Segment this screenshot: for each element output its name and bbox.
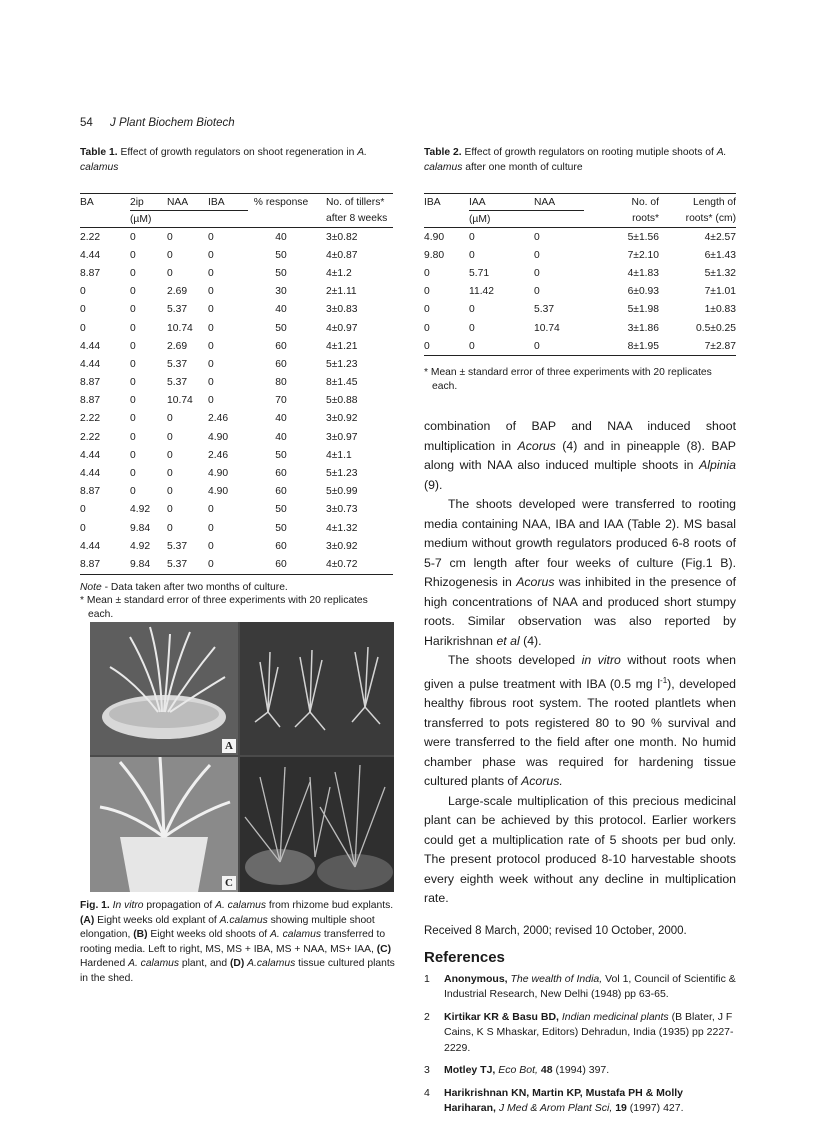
- table-cell: 0: [167, 486, 173, 498]
- table-cell: 0: [130, 286, 136, 298]
- table-cell: 5.37: [167, 377, 188, 389]
- references-heading: References: [424, 948, 505, 966]
- table-cell: 0: [208, 286, 214, 298]
- caption-fragment: (A): [80, 914, 95, 926]
- table-cell: 0: [130, 449, 136, 461]
- table1: [80, 193, 393, 575]
- t1-col-response: % response: [253, 196, 309, 208]
- table-cell: 0: [534, 267, 540, 279]
- table-cell: 4.90: [208, 431, 229, 443]
- reference-text: Anonymous, The wealth of India, Vol 1, Council of Scientific & Industrial Research, New Delhi (1948) pp 63-65.: [444, 972, 736, 1001]
- table-cell: 60: [275, 358, 287, 370]
- table-row: [424, 337, 736, 356]
- table-cell: 50: [275, 267, 287, 279]
- table-cell: 3±0.82: [326, 231, 358, 243]
- table-row: [424, 228, 736, 247]
- panel-c-photo: [90, 757, 238, 892]
- rooting-shoots-image: [240, 622, 394, 755]
- table-row: [80, 283, 393, 301]
- table-row: [80, 374, 393, 392]
- table-cell: 5±1.98: [627, 304, 659, 316]
- explant-image: [90, 622, 238, 755]
- hardened-plant-image: [90, 757, 238, 892]
- table-cell: 0: [167, 267, 173, 279]
- table-cell: 0: [208, 558, 214, 570]
- t1-col-ba: BA: [80, 196, 94, 208]
- table-row: [80, 355, 393, 373]
- table-cell: 4±1.32: [326, 522, 358, 534]
- table-cell: 2.69: [167, 340, 188, 352]
- table-cell: 4±0.87: [326, 249, 358, 261]
- table-cell: 5.71: [469, 267, 490, 279]
- body-text: [424, 417, 736, 909]
- table-cell: 7±2.10: [627, 249, 659, 261]
- table-cell: 4.44: [80, 358, 101, 370]
- table-row: [424, 301, 736, 319]
- table-cell: 2.46: [208, 413, 229, 425]
- table2: [424, 193, 736, 356]
- table-cell: 0: [167, 468, 173, 480]
- reference-number: 1: [424, 972, 430, 985]
- page-header: [80, 117, 235, 129]
- table-cell: 8±1.45: [326, 377, 358, 389]
- table-cell: 3±1.86: [627, 322, 659, 334]
- table-cell: 3±0.73: [326, 504, 358, 516]
- reference-item: [424, 1063, 736, 1079]
- table-row: [80, 446, 393, 464]
- table-cell: 0: [208, 395, 214, 407]
- table-row: [80, 464, 393, 482]
- t2-col-iba: IBA: [424, 196, 441, 208]
- table-cell: 0: [208, 304, 214, 316]
- table-cell: 0: [469, 304, 475, 316]
- table-cell: 0: [208, 504, 214, 516]
- table-cell: 5.37: [167, 304, 188, 316]
- table-cell: 0: [469, 322, 475, 334]
- table-cell: 8.87: [80, 558, 101, 570]
- paragraph-4: Large-scale multiplication of this precious medicinal plant can be achieved by this protocol. Earlier workers could get a multiplication rate of 5 shoots per bud only. The present protocol produced 8-10 harvestable shoots every eighth week without any decline in multiplication rate.: [424, 793, 736, 906]
- caption-fragment: Eight weeks old explant of: [94, 914, 220, 926]
- table1-caption: Table 1. Effect of growth regulators on shoot regeneration in A. calamus: [80, 147, 367, 173]
- caption-fragment: (B): [133, 929, 148, 940]
- table-cell: 0: [130, 340, 136, 352]
- panel-label-a: A: [222, 739, 236, 753]
- table-cell: 4±2.57: [704, 231, 736, 243]
- table-cell: 60: [275, 486, 287, 498]
- table-cell: 0: [130, 304, 136, 316]
- table-row: [80, 410, 393, 428]
- reference-text: Kirtikar KR & Basu BD, Indian medicinal plants (B Blater, J F Cains, K S Mhaskar, Editors) Dehradun, India (1935) pp 2227-2229.: [444, 1010, 734, 1054]
- table-cell: 0: [208, 540, 214, 552]
- t2-col-naa: NAA: [534, 196, 556, 208]
- table-cell: 5.37: [534, 304, 555, 316]
- table-cell: 50: [275, 322, 287, 334]
- paragraph-1: combination of BAP and NAA induced shoot multiplication in Acorus (4) and in pineapple (8). BAP along with NAA also induced multiple shoots in Alpinia (9).: [424, 419, 736, 492]
- table-cell: 0: [80, 522, 86, 534]
- table-cell: 0: [208, 231, 214, 243]
- table-row: [80, 392, 393, 410]
- caption-fragment: plant, and: [179, 958, 230, 969]
- t1-col-iba: IBA: [208, 196, 225, 208]
- table-cell: 0.5±0.25: [695, 322, 736, 334]
- caption-fragment: A.calamus: [247, 958, 296, 969]
- table-cell: 4.44: [80, 249, 101, 261]
- table-cell: 2±1.11: [326, 286, 357, 298]
- table-cell: 4.44: [80, 449, 101, 461]
- t2-len-sub: roots* (cm): [685, 213, 736, 225]
- caption-fragment: showing multiple shoot elongation,: [80, 914, 375, 940]
- table-cell: 4.92: [130, 540, 151, 552]
- table-cell: 4.90: [208, 468, 229, 480]
- table-cell: 0: [167, 231, 173, 243]
- table-row: [80, 337, 393, 355]
- t2-col-no-roots: No. of: [631, 196, 659, 208]
- table-cell: 0: [130, 431, 136, 443]
- table-cell: 0: [534, 340, 540, 352]
- table-cell: 60: [275, 468, 287, 480]
- table-row: [80, 555, 393, 574]
- table-cell: 2.22: [80, 231, 101, 243]
- caption-fragment: A. calamus: [270, 929, 321, 940]
- table-cell: 11.42: [469, 286, 495, 298]
- table-cell: 8.87: [80, 486, 101, 498]
- table-cell: 5±0.88: [326, 395, 358, 407]
- table-cell: 3±0.92: [326, 540, 358, 552]
- table-cell: 70: [275, 395, 287, 407]
- t2-col-length: Length of: [693, 196, 736, 208]
- reference-number: 4: [424, 1086, 430, 1099]
- table-cell: 0: [167, 522, 173, 534]
- table-cell: 60: [275, 340, 287, 352]
- table-cell: 40: [275, 431, 287, 443]
- t2-col-iaa: IAA: [469, 196, 486, 208]
- table-row: [80, 301, 393, 319]
- table-row: [424, 264, 736, 282]
- reference-text: Harikrishnan KN, Martin KP, Mustafa PH & Molly Hariharan, J Med & Arom Plant Sci, 19 (1997) 427.: [444, 1086, 684, 1115]
- table-cell: 0: [130, 468, 136, 480]
- table-cell: 0: [80, 286, 86, 298]
- table-cell: 4.90: [424, 231, 445, 243]
- table-cell: 0: [208, 322, 214, 334]
- table-cell: 2.22: [80, 431, 101, 443]
- table-cell: 6±1.43: [704, 249, 736, 261]
- table-cell: 60: [275, 540, 287, 552]
- table1-footnote: * Mean ± standard error of three experiments with 20 replicates each.: [80, 595, 368, 620]
- table-cell: 9.80: [424, 249, 445, 261]
- panel-a-photo: [90, 622, 238, 755]
- table-cell: 4.90: [208, 486, 229, 498]
- table-cell: 0: [534, 249, 540, 261]
- table-cell: 0: [424, 286, 430, 298]
- t2-no-sub: roots*: [632, 213, 659, 225]
- table-cell: 0: [167, 449, 173, 461]
- table-cell: 0: [80, 322, 86, 334]
- table-cell: 6±0.93: [627, 286, 659, 298]
- table-cell: 5.37: [167, 540, 188, 552]
- table-cell: 0: [130, 358, 136, 370]
- table-row: [424, 246, 736, 264]
- panel-d-photo: [240, 757, 394, 892]
- table-cell: 0: [130, 231, 136, 243]
- table-cell: 0: [424, 267, 430, 279]
- caption-fragment: Eight weeks old shoots of: [147, 929, 271, 940]
- table-row: [80, 537, 393, 555]
- references-list: [424, 972, 736, 1117]
- table2-caption: Table 2. Effect of growth regulators on rooting mutiple shoots of A. calamus after one month of culture: [424, 147, 727, 173]
- received-date: Received 8 March, 2000; revised 10 October, 2000.: [424, 924, 687, 937]
- caption-fragment: tissue cultured plants in the shed.: [80, 958, 395, 984]
- reference-text: Motley TJ, Eco Bot, 48 (1994) 397.: [444, 1064, 610, 1077]
- caption-fragment: A. calamus: [215, 900, 267, 911]
- table-cell: 0: [469, 340, 475, 352]
- reference-number: 3: [424, 1064, 430, 1077]
- table-cell: 0: [130, 322, 136, 334]
- table-cell: 2.46: [208, 449, 229, 461]
- table-row: [424, 319, 736, 337]
- table-cell: 10.74: [167, 322, 193, 334]
- table-cell: 0: [130, 395, 136, 407]
- table-cell: 3±0.92: [326, 413, 358, 425]
- table-cell: 4±1.2: [326, 267, 352, 279]
- table-cell: 0: [469, 249, 475, 261]
- panel-label-c: C: [222, 876, 236, 890]
- table-cell: 0: [424, 304, 430, 316]
- table1-note: Note - Data taken after two months of culture. * Mean ± standard error of three experiments with 20 replicates each.: [80, 581, 393, 622]
- table-row: [424, 283, 736, 301]
- table-cell: 8±1.95: [627, 340, 659, 352]
- journal-name: J Plant Biochem Biotech: [110, 117, 235, 129]
- table-cell: 8.87: [80, 395, 101, 407]
- table-cell: 7±2.87: [704, 340, 736, 352]
- table-cell: 8.87: [80, 267, 101, 279]
- table-cell: 2.69: [167, 286, 188, 298]
- table-cell: 0: [208, 377, 214, 389]
- table-cell: 3±0.83: [326, 304, 358, 316]
- caption-fragment: from rhizome bud explants.: [266, 900, 394, 911]
- table-cell: 5±0.99: [326, 486, 358, 498]
- table-row: [80, 501, 393, 519]
- caption-fragment: Hardened: [80, 958, 129, 969]
- table-cell: 4.44: [80, 340, 101, 352]
- table-cell: 50: [275, 504, 287, 516]
- table-cell: 4±0.72: [326, 558, 358, 570]
- figure-1-caption: Fig. 1. In vitro propagation of A. calamus from rhizome bud explants. (A) Eight weeks old explant of A.calamus showing multiple shoot elongation, (B) Eight weeks old shoots of A. calamus transferred to rooting media. Left to right, MS, MS + IBA, MS + NAA, MS+ IAA, (C) Hardened A. calamus plant, and (D) A.calamus tissue cultured plants in the shed.: [80, 900, 395, 984]
- table-cell: 0: [167, 504, 173, 516]
- table-cell: 40: [275, 413, 287, 425]
- caption-fragment: transferred to rooting media. Left to right, MS, MS + IBA, MS + NAA, MS+ IAA,: [80, 929, 386, 955]
- table-cell: 0: [130, 249, 136, 261]
- table-cell: 50: [275, 522, 287, 534]
- table-cell: 0: [208, 358, 214, 370]
- table-cell: 4±1.83: [627, 267, 659, 279]
- table-cell: 10.74: [167, 395, 193, 407]
- table-cell: 5.37: [167, 558, 188, 570]
- t2-unit: (µM): [469, 211, 584, 228]
- right-column: [424, 146, 736, 1124]
- caption-fragment: In vitro: [112, 900, 144, 911]
- table-cell: 5±1.32: [704, 267, 736, 279]
- table-row: [80, 264, 393, 282]
- table-cell: 0: [208, 522, 214, 534]
- left-column: [80, 146, 393, 621]
- table-cell: 4±0.97: [326, 322, 358, 334]
- table-cell: 80: [275, 377, 287, 389]
- table-cell: 5±1.56: [627, 231, 659, 243]
- table-cell: 7±1.01: [704, 286, 736, 298]
- reference-number: 2: [424, 1010, 430, 1023]
- table-cell: 0: [208, 249, 214, 261]
- table-cell: 0: [534, 286, 540, 298]
- table-cell: 1±0.83: [704, 304, 736, 316]
- table-cell: 40: [275, 304, 287, 316]
- table-cell: 0: [208, 340, 214, 352]
- table-cell: 9.84: [130, 522, 151, 534]
- table-cell: 4±1.21: [326, 340, 358, 352]
- table-cell: 4±1.1: [326, 449, 352, 461]
- figure-1-plate: [90, 622, 394, 892]
- caption-fragment: (C): [376, 943, 392, 955]
- table-cell: 0: [130, 486, 136, 498]
- paragraph-3: The shoots developed in vitro without roots when given a pulse treatment with IBA (0.5 mg $l^{-1}$), developed healthy fibrous root system. The rooted plantlets when transferred to pots registered 80 to 90 % survival and were transferred to the field after one month. No humid chamber phase was required for hardening tissue cultured plants of Acorus.: [424, 653, 737, 789]
- table2-footnote: * Mean ± standard error of three experiments with 20 replicates each.: [424, 367, 712, 392]
- table-cell: 30: [275, 286, 287, 298]
- table-cell: 4.44: [80, 540, 101, 552]
- table-cell: 5±1.23: [326, 358, 358, 370]
- table-cell: 0: [167, 249, 173, 261]
- table-cell: 5.37: [167, 358, 188, 370]
- table-cell: 0: [167, 431, 173, 443]
- table-cell: 60: [275, 558, 287, 570]
- table-cell: 40: [275, 231, 287, 243]
- t1-col-tillers: No. of tillers*: [326, 196, 385, 208]
- table-cell: 8.87: [80, 377, 101, 389]
- t1-col-naa: NAA: [167, 196, 189, 208]
- caption-fragment: (D): [229, 958, 245, 969]
- table-cell: 0: [130, 377, 136, 389]
- table-row: [80, 246, 393, 264]
- table-cell: 9.84: [130, 558, 151, 570]
- table-row: [80, 428, 393, 446]
- caption-fragment: propagation of: [143, 900, 216, 911]
- table-cell: 0: [80, 304, 86, 316]
- table-cell: 4.92: [130, 504, 151, 516]
- page-number: 54: [80, 117, 93, 129]
- table-cell: 2.22: [80, 413, 101, 425]
- reference-item: [424, 1010, 736, 1057]
- table-cell: 0: [80, 504, 86, 516]
- table-row: [80, 319, 393, 337]
- table-cell: 4.44: [80, 468, 101, 480]
- table-row: [80, 519, 393, 537]
- reference-item: [424, 1086, 736, 1117]
- t1-col-2ip: 2ip: [130, 196, 144, 208]
- shed-plants-image: [240, 757, 394, 892]
- table-cell: 0: [469, 231, 475, 243]
- table-cell: 0: [534, 231, 540, 243]
- table-cell: 0: [424, 340, 430, 352]
- table-row: [80, 228, 393, 247]
- paragraph-2: The shoots developed were transferred to rooting media containing NAA, IBA and IAA (Table 2). MS basal medium without growth regulators produced 6-8 roots of 5-7 cm length after four weeks of culture (Fig.1 B). Rhizogenesis in Acorus was inhibited in the presence of high concentrations of NAA and produced short stumpy roots. Similar observation was also reported by Harikrishnan et al (4).: [424, 497, 737, 648]
- table-cell: 0: [130, 413, 136, 425]
- table-cell: 0: [208, 267, 214, 279]
- table-row: [80, 483, 393, 501]
- panel-b-photo: [240, 622, 394, 755]
- table-cell: 0: [130, 267, 136, 279]
- table-cell: 3±0.97: [326, 431, 358, 443]
- table-cell: 50: [275, 449, 287, 461]
- table-cell: 10.74: [534, 322, 560, 334]
- table-cell: 0: [167, 413, 173, 425]
- table-cell: 0: [424, 322, 430, 334]
- t1-unit: (µM): [130, 211, 248, 228]
- caption-fragment: A. calamus: [128, 958, 180, 969]
- table-cell: 5±1.23: [326, 468, 358, 480]
- caption-fragment: A.calamus: [219, 914, 268, 926]
- t1-tillers-sub: after 8 weeks: [326, 213, 388, 225]
- table-cell: 50: [275, 249, 287, 261]
- reference-item: [424, 972, 736, 1003]
